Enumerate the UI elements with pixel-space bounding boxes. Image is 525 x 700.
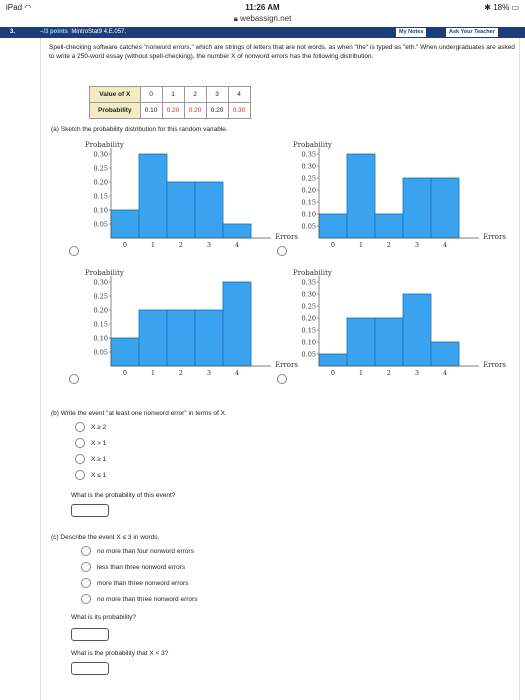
- option-label: no more than three nonword errors: [97, 596, 198, 603]
- x-tick-label: 1: [150, 241, 156, 249]
- chart-option-a: [73, 138, 298, 254]
- table-row-label: Value of X: [90, 87, 141, 103]
- bar: [375, 214, 403, 238]
- y-tick-label: 0.20: [93, 306, 108, 315]
- option-radio[interactable]: [75, 438, 85, 448]
- table-cell: 0.20: [206, 103, 228, 119]
- option-radio[interactable]: [81, 594, 91, 604]
- x-axis-label: Errors: [275, 233, 298, 241]
- table-cell: 0: [140, 87, 162, 103]
- y-axis-label: Probability: [293, 269, 332, 277]
- clock: 11:26 AM: [245, 3, 280, 12]
- option-radio[interactable]: [75, 470, 85, 480]
- part-b-prompt: (b) Write the event "at least one nonword error" in terms of X.: [51, 410, 227, 417]
- option-label: less than three nonword errors: [97, 564, 186, 571]
- bar: [223, 224, 251, 238]
- x-tick-label: 0: [122, 241, 128, 249]
- y-tick-label: 0.25: [93, 292, 108, 301]
- bar: [111, 210, 139, 238]
- y-tick-label: 0.05: [301, 222, 316, 231]
- chart-option-c: [73, 266, 298, 382]
- x-tick-label: 4: [234, 241, 240, 249]
- x-axis-label: Errors: [483, 361, 506, 369]
- table-cell: 0.10: [140, 103, 162, 119]
- y-axis-label: Probability: [293, 141, 332, 149]
- my-notes-button[interactable]: My Notes: [396, 28, 426, 37]
- y-tick-label: 0.30: [301, 162, 316, 171]
- option-label: X ≥ 1: [91, 456, 107, 463]
- part-c-less-than-3-input[interactable]: [71, 662, 109, 675]
- bar: [167, 182, 195, 238]
- y-tick-label: 0.15: [301, 198, 316, 207]
- y-tick-label: 0.25: [93, 164, 108, 173]
- bar: [431, 178, 459, 238]
- bar: [111, 338, 139, 366]
- y-tick-label: 0.20: [93, 178, 108, 187]
- chart-option-b: [281, 138, 506, 254]
- chart-c-radio[interactable]: [69, 374, 79, 384]
- bar: [319, 354, 347, 366]
- x-tick-label: 3: [206, 369, 212, 377]
- question-body: [40, 38, 520, 700]
- part-a-prompt: (a) Sketch the probability distribution for this random variable.: [51, 126, 228, 133]
- y-tick-label: 0.25: [301, 302, 316, 311]
- x-tick-label: 4: [442, 369, 448, 377]
- y-tick-label: 0.20: [301, 314, 316, 323]
- y-tick-label: 0.30: [301, 290, 316, 299]
- bar: [195, 182, 223, 238]
- bar: [403, 178, 431, 238]
- y-tick-label: 0.10: [301, 338, 316, 347]
- question-header: [0, 27, 525, 38]
- option-label: more than three nonword errors: [97, 580, 189, 587]
- part-b-answer-input[interactable]: [71, 504, 109, 517]
- x-tick-label: 4: [234, 369, 240, 377]
- table-cell: 0.20: [162, 103, 184, 119]
- bar: [347, 154, 375, 238]
- y-tick-label: 0.15: [301, 326, 316, 335]
- bar: [139, 310, 167, 366]
- x-axis-label: Errors: [483, 233, 506, 241]
- x-tick-label: 3: [206, 241, 212, 249]
- y-tick-label: 0.15: [93, 320, 108, 329]
- chart-option-d: [281, 266, 506, 382]
- ask-teacher-button[interactable]: Ask Your Teacher: [446, 28, 498, 37]
- table-cell: 0.30: [228, 103, 250, 119]
- battery-icon: ▭: [511, 3, 519, 12]
- y-tick-label: 0.30: [93, 150, 108, 159]
- option-radio[interactable]: [75, 454, 85, 464]
- status-bar: [0, 0, 525, 14]
- part-c-probability-input[interactable]: [71, 628, 109, 641]
- bar: [195, 310, 223, 366]
- x-tick-label: 1: [358, 369, 364, 377]
- bar: [139, 154, 167, 238]
- battery-indicator: ✱ 18% ▭: [484, 3, 519, 12]
- x-tick-label: 1: [150, 369, 156, 377]
- x-tick-label: 3: [414, 241, 420, 249]
- bar: [223, 282, 251, 366]
- option-radio[interactable]: [81, 562, 91, 572]
- x-tick-label: 2: [386, 369, 392, 377]
- bar: [167, 310, 195, 366]
- bar: [347, 318, 375, 366]
- y-tick-label: 0.35: [301, 278, 316, 287]
- table-cell: 2: [184, 87, 206, 103]
- question-points: –/3 points MintroStat9 4.E.057.: [40, 29, 127, 35]
- y-tick-label: 0.05: [93, 220, 108, 229]
- chart-d-radio[interactable]: [277, 374, 287, 384]
- option-radio[interactable]: [75, 422, 85, 432]
- table-cell: 1: [162, 87, 184, 103]
- chart-b-radio[interactable]: [277, 246, 287, 256]
- device-label: iPad ◠: [6, 3, 32, 12]
- table-cell: 4: [228, 87, 250, 103]
- x-tick-label: 0: [122, 369, 128, 377]
- bluetooth-icon: ✱: [484, 3, 491, 12]
- lock-icon: 🔒︎: [233, 14, 238, 23]
- y-tick-label: 0.10: [301, 210, 316, 219]
- y-tick-label: 0.05: [301, 350, 316, 359]
- part-c-followup-1: What is its probability?: [71, 614, 137, 621]
- y-tick-label: 0.35: [301, 150, 316, 159]
- y-tick-label: 0.20: [301, 186, 316, 195]
- table-cell: 3: [206, 87, 228, 103]
- y-tick-label: 0.15: [93, 192, 108, 201]
- y-tick-label: 0.25: [301, 174, 316, 183]
- wifi-icon: ◠: [24, 3, 32, 12]
- part-c-prompt: (c) Describe the event X ≤ 3 in words.: [51, 534, 160, 541]
- y-tick-label: 0.10: [93, 334, 108, 343]
- x-axis-label: Errors: [275, 361, 298, 369]
- x-tick-label: 2: [178, 241, 184, 249]
- option-label: X ≥ 2: [91, 424, 107, 431]
- part-b-followup: What is the probability of this event?: [71, 492, 176, 499]
- table-cell: 0.20: [184, 103, 206, 119]
- x-tick-label: 0: [330, 369, 336, 377]
- option-label: X > 1: [91, 440, 107, 447]
- option-radio[interactable]: [81, 578, 91, 588]
- y-tick-label: 0.10: [93, 206, 108, 215]
- option-label: no more than four nonword errors: [97, 548, 194, 555]
- chart-a-radio[interactable]: [69, 246, 79, 256]
- option-label: X ≤ 1: [91, 472, 107, 479]
- bar: [403, 294, 431, 366]
- question-number: 3.: [10, 29, 16, 35]
- y-axis-label: Probability: [85, 141, 124, 149]
- table-row-label: Probability: [90, 103, 141, 119]
- bar: [319, 214, 347, 238]
- address-bar[interactable]: 🔒︎ webassign.net: [233, 14, 292, 23]
- x-tick-label: 2: [386, 241, 392, 249]
- y-tick-label: 0.05: [93, 348, 108, 357]
- problem-text: Spell-checking software catches "nonword errors," which are strings of letters that are not words, as when "the" is typed as "eth." When undergraduates are asked to write a 250-word essay (without spell-checking), the number X of nonword errors has the following distribution.: [49, 44, 515, 60]
- option-radio[interactable]: [81, 546, 91, 556]
- x-tick-label: 1: [358, 241, 364, 249]
- distribution-table: [89, 86, 251, 119]
- x-tick-label: 2: [178, 369, 184, 377]
- y-axis-label: Probability: [85, 269, 124, 277]
- bar: [431, 342, 459, 366]
- x-tick-label: 0: [330, 241, 336, 249]
- y-tick-label: 0.30: [93, 278, 108, 287]
- part-c-followup-2: What is the probability that X < 3?: [71, 650, 169, 657]
- bar: [375, 318, 403, 366]
- x-tick-label: 3: [414, 369, 420, 377]
- x-tick-label: 4: [442, 241, 448, 249]
